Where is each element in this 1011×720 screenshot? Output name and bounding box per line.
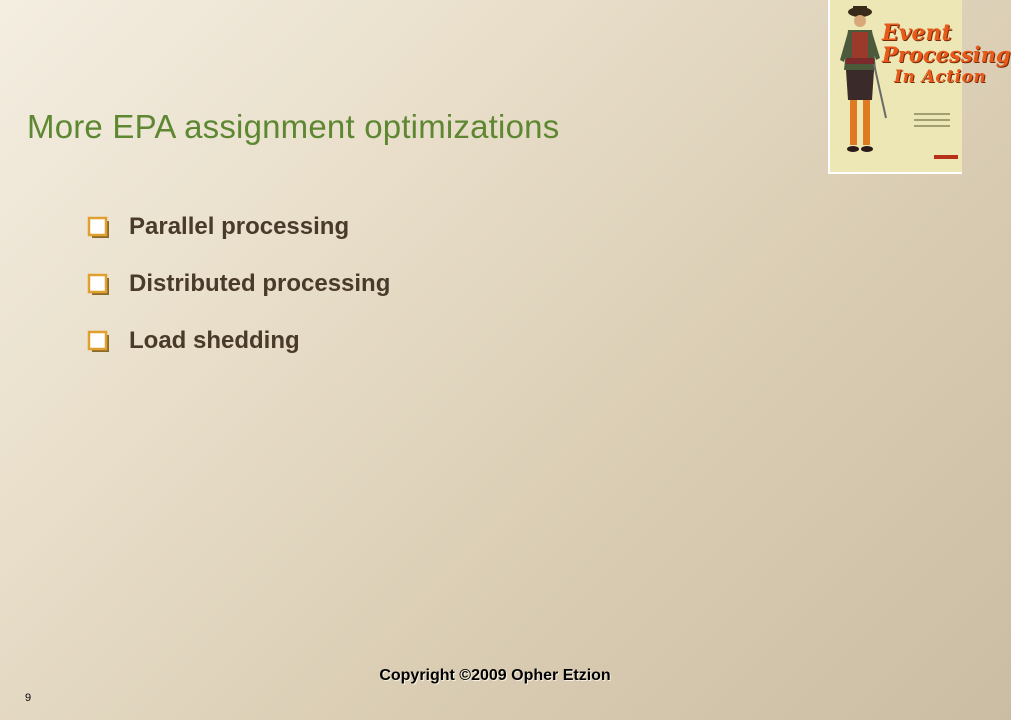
checkbox-bullet-icon <box>87 269 117 299</box>
book-cover-image <box>828 0 1011 174</box>
bullet-item <box>87 255 390 312</box>
cover-title <box>882 22 1011 88</box>
bullet-item <box>87 312 390 369</box>
bullet-text: Parallel processing <box>129 212 350 240</box>
bullet-text: Load shedding <box>129 326 300 354</box>
checkbox-bullet-icon <box>87 326 117 356</box>
slide-title: More EPA assignment optimizations <box>27 108 560 145</box>
page-number: 9 <box>25 692 32 704</box>
cover-title-line: In Action <box>894 67 987 87</box>
footer-copyright: Copyright ©2009 Opher Etzion <box>379 667 611 684</box>
cover-title-line: Event <box>882 20 952 46</box>
bullet-text: Distributed processing <box>129 269 391 297</box>
bullet-item <box>87 198 390 255</box>
cover-authors-text <box>914 113 950 131</box>
bullet-list <box>87 198 390 369</box>
cover-publisher-logo <box>934 155 958 159</box>
checkbox-bullet-icon <box>87 212 117 242</box>
cover-title-line: Processing <box>882 42 1011 67</box>
cover-figure-illustration <box>830 0 890 170</box>
